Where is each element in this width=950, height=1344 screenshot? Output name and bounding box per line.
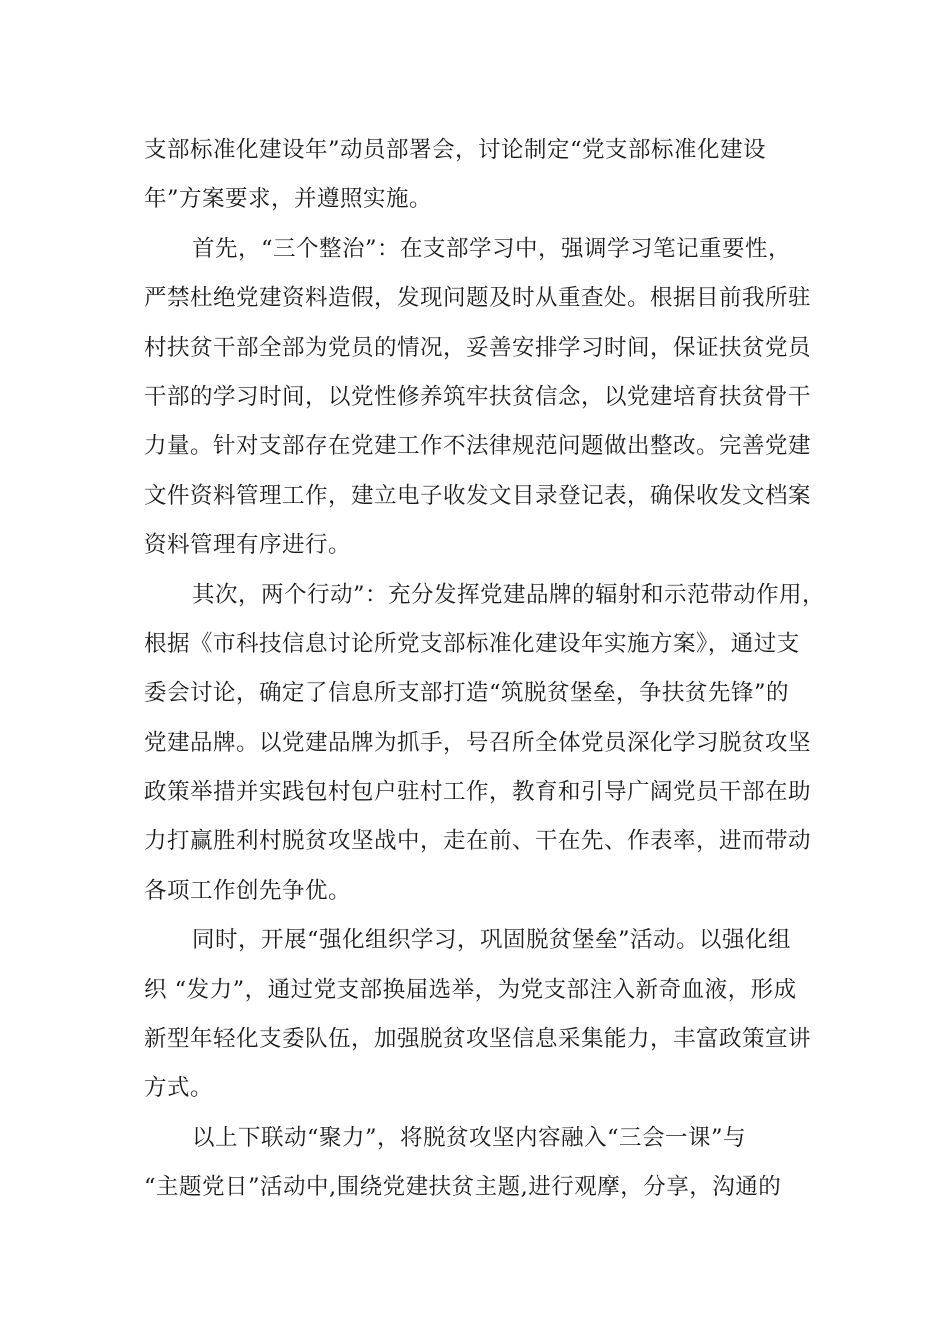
text-line: 新型年轻化支委队伍，加强脱贫攻坚信息采集能力，丰富政策宣讲 [144, 1026, 812, 1053]
text-line: 年”方案要求，并遵照实施。 [144, 186, 433, 213]
text-line: 其次，两个行动”：充分发挥党建品牌的辐射和示范带动作用， [192, 581, 826, 608]
text-line: 首先，“三个整治”：在支部学习中，强调学习笔记重要性， [192, 235, 792, 262]
text-line: “主题党日”活动中,围绕党建扶贫主题,进行观摩，分享，沟通的 [144, 1174, 782, 1201]
text-line: 力量。针对支部存在党建工作不法律规范问题做出整改。完善党建 [144, 433, 812, 460]
body-text [144, 126, 824, 1213]
text-line: 力打赢胜利村脱贫攻坚战中，走在前、干在先、作表率，进而带动 [144, 828, 812, 855]
text-line: 以上下联动“聚力”，将脱贫攻坚内容融入“三会一课”与 [192, 1124, 747, 1151]
text-line: 方式。 [144, 1075, 214, 1102]
text-line: 支部标准化建设年”动员部署会，讨论制定“党支部标准化建设 [144, 137, 767, 163]
text-line: 文件资料管理工作，建立电子收发文目录登记表，确保收发文档案 [144, 482, 812, 509]
text-line: 资料管理有序进行。 [144, 532, 352, 559]
text-line: 各项工作创先争优。 [144, 877, 352, 904]
text-line: 党建品牌。以党建品牌为抓手，号召所全体党员深化学习脱贫攻坚 [144, 729, 812, 756]
text-line: 委会讨论，确定了信息所支部打造“筑脱贫堡垒，争扶贫先锋”的 [144, 680, 790, 707]
text-line: 村扶贫干部全部为党员的情况，妥善安排学习时间，保证扶贫党员 [144, 334, 812, 361]
text-line: 织 “发力”，通过党支部换届选举，为党支部注入新奇血液，形成 [144, 976, 797, 1003]
text-line: 根据《市科技信息讨论所党支部标准化建设年实施方案》，通过支 [144, 630, 800, 657]
text-line: 同时，开展“强化组织学习，巩固脱贫堡垒”活动。以强化组 [192, 927, 792, 954]
text-line: 干部的学习时间，以党性修养筑牢扶贫信念，以党建培育扶贫骨干 [144, 383, 812, 410]
text-line: 政策举措并实践包村包户驻村工作，教育和引导广阔党员干部在助 [144, 779, 812, 806]
text-line: 严禁杜绝党建资料造假，发现问题及时从重查处。根据目前我所驻 [144, 285, 812, 312]
